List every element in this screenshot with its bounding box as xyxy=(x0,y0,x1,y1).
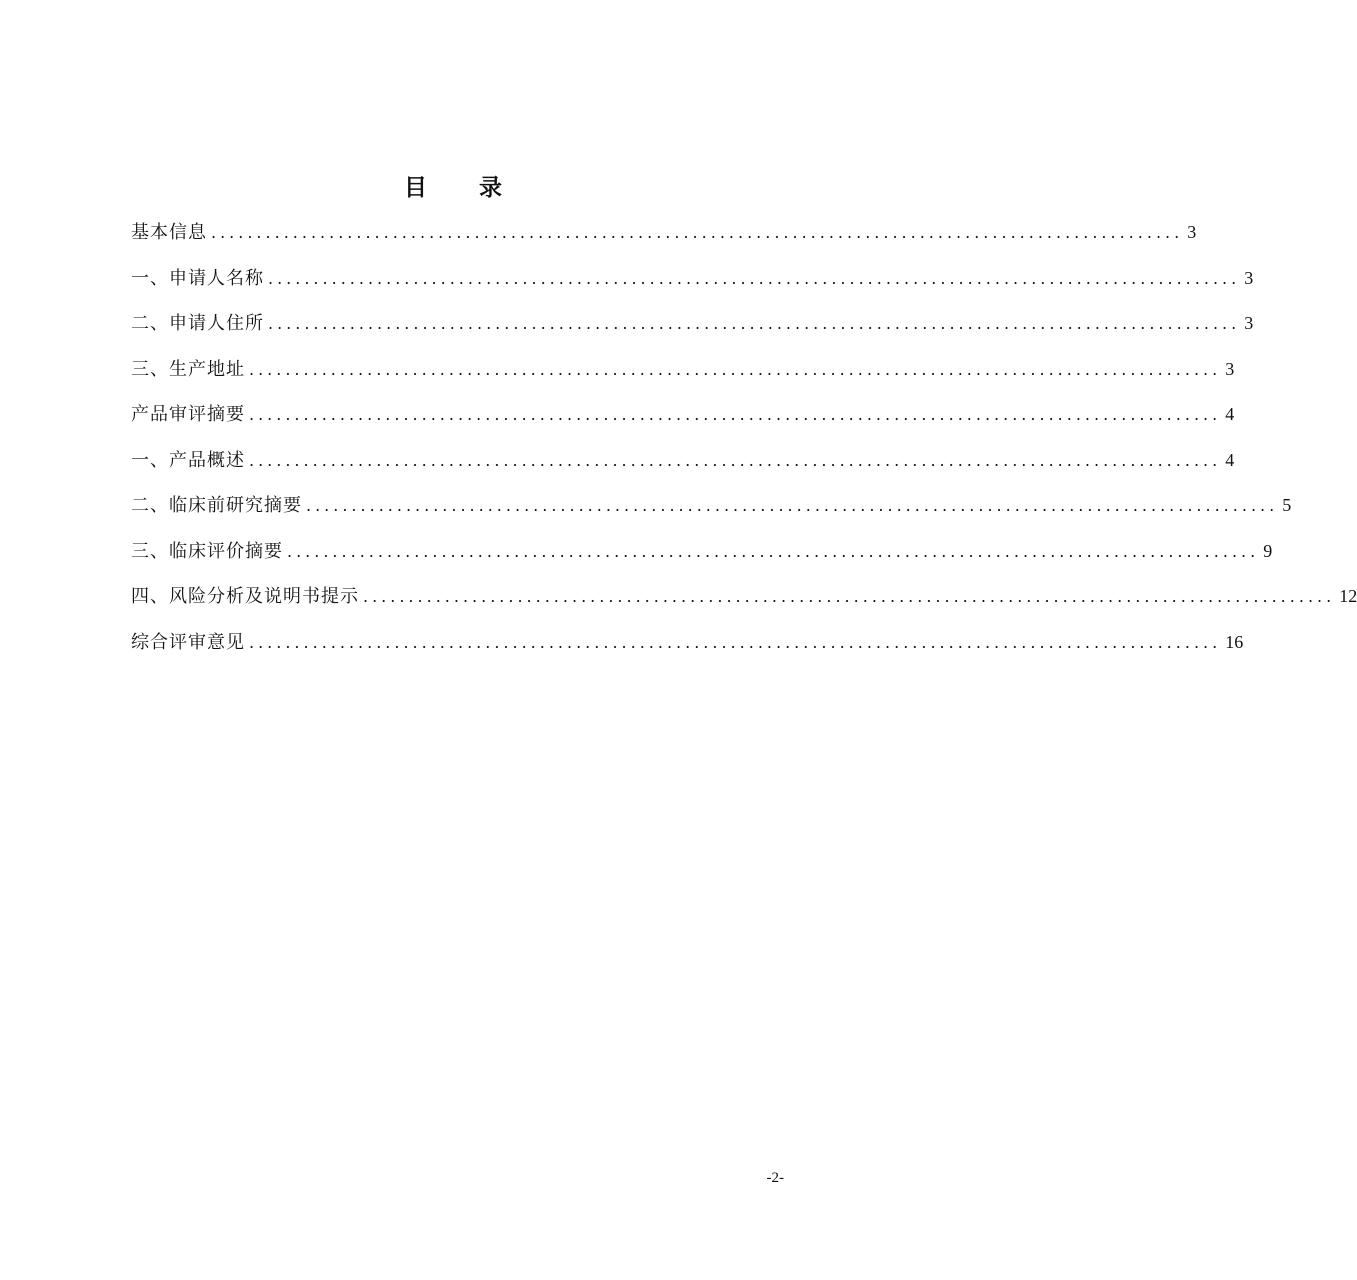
toc-page-number: 12 xyxy=(1339,586,1357,606)
toc-entry[interactable] xyxy=(131,260,1254,306)
toc-page-number: 3 xyxy=(1244,267,1254,288)
toc-entry-label: 综合评审意见 xyxy=(131,631,245,653)
toc-entry[interactable] xyxy=(131,578,1357,624)
toc-page-number: 16 xyxy=(1225,631,1244,652)
toc-page-number: 3 xyxy=(1225,358,1235,379)
toc-page-number: 4 xyxy=(1225,404,1235,424)
toc-dot-leader: ........................................................................................................... xyxy=(268,268,1241,288)
toc-entry[interactable] xyxy=(131,624,1244,670)
toc-entry-label: 产品审评摘要 xyxy=(131,404,245,425)
toc-entry-label: 一、产品概述 xyxy=(131,449,245,471)
toc-page-number: 3 xyxy=(1187,222,1197,242)
toc-entry[interactable] xyxy=(131,442,1235,488)
toc-dot-leader: ........................................................................................................... xyxy=(306,496,1279,515)
toc-dot-leader: ........................................................................................................... xyxy=(249,359,1222,379)
toc-dot-leader: ........................................................................................................... xyxy=(211,223,1184,242)
toc-entry[interactable] xyxy=(131,396,1235,442)
toc-entry-label: 二、临床前研究摘要 xyxy=(131,495,302,516)
toc-entry-label: 四、风险分析及说明书提示 xyxy=(131,586,359,607)
toc-entry-label: 二、申请人住所 xyxy=(131,313,264,334)
toc-entry[interactable] xyxy=(131,214,1197,260)
toc-entry-label: 基本信息 xyxy=(131,222,207,243)
toc-page-number: 3 xyxy=(1244,313,1254,333)
toc-dot-leader: ........................................................................................................... xyxy=(249,405,1222,424)
toc-dot-leader: ........................................................................................................... xyxy=(287,541,1260,561)
toc-dot-leader: ........................................................................................................... xyxy=(249,632,1222,652)
toc-entry[interactable] xyxy=(131,305,1254,351)
toc-page-number: 9 xyxy=(1263,540,1273,561)
toc-entry-label: 一、申请人名称 xyxy=(131,267,264,289)
toc-dot-leader: ........................................................................................................... xyxy=(268,314,1241,333)
toc-page-number: 4 xyxy=(1225,449,1235,470)
toc-entry[interactable] xyxy=(131,351,1235,397)
toc-page-number: 5 xyxy=(1282,495,1292,515)
toc-entry[interactable] xyxy=(131,533,1273,579)
page-number-footer: -2- xyxy=(766,1170,784,1186)
table-of-contents xyxy=(131,214,1357,669)
toc-entry-label: 三、临床评价摘要 xyxy=(131,540,283,562)
toc-entry[interactable] xyxy=(131,487,1292,533)
toc-entry-label: 三、生产地址 xyxy=(131,358,245,380)
toc-dot-leader: ........................................................................................................... xyxy=(363,587,1336,606)
toc-dot-leader: ........................................................................................................... xyxy=(249,450,1222,470)
page-title: 目 录 xyxy=(403,174,524,201)
